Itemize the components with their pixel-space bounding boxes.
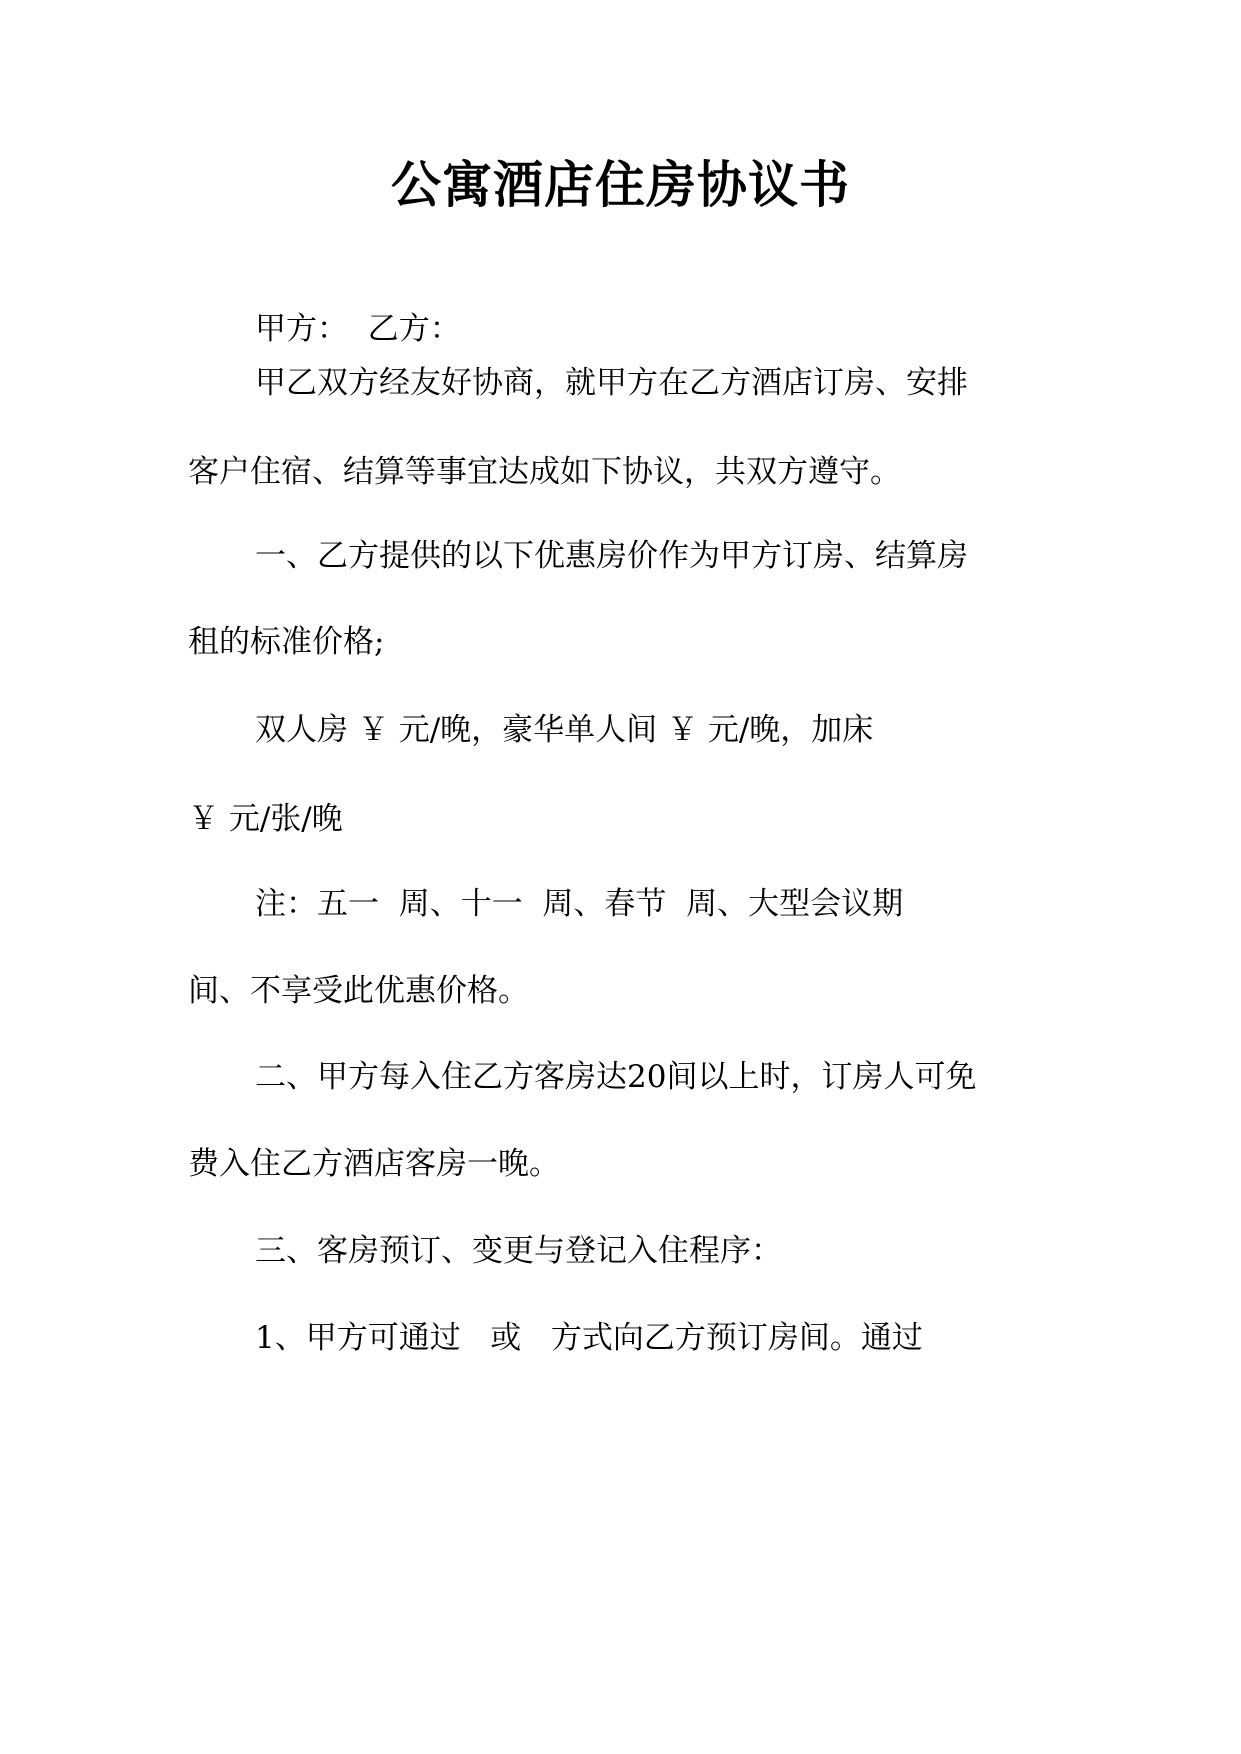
document-title: 公寓酒店住房协议书 xyxy=(391,155,850,214)
clause-2-line-1: 二、甲方每入住乙方客房达20间以上时，订房人可免 xyxy=(255,1059,977,1095)
clause-3-item-1-line-1: 1、甲方可通过 或 方式向乙方预订房间。通过 xyxy=(255,1320,923,1356)
price-line-1: 双人房 ￥ 元/晚，豪华单人间 ￥ 元/晚，加床 xyxy=(255,712,874,748)
note-line-2: 间、不享受此优惠价格。 xyxy=(188,973,529,1009)
intro-paragraph-line-1: 甲乙双方经友好协商，就甲方在乙方酒店订房、安排 xyxy=(255,365,968,401)
note-line-1: 注：五一 周、十一 周、春节 周、大型会议期 xyxy=(255,886,904,922)
price-line-2: ￥ 元/张/晚 xyxy=(188,801,343,837)
clause-1-line-1: 一、乙方提供的以下优惠房价作为甲方订房、结算房 xyxy=(255,538,968,574)
parties-line: 甲方： 乙方： xyxy=(255,311,461,347)
clause-2-line-2: 费入住乙方酒店客房一晚。 xyxy=(188,1146,560,1182)
intro-paragraph-line-2: 客户住宿、结算等事宜达成如下协议，共双方遵守。 xyxy=(188,454,901,490)
clause-1-line-2: 租的标准价格; xyxy=(188,624,385,660)
clause-3-heading: 三、客房预订、变更与登记入住程序： xyxy=(255,1233,782,1269)
